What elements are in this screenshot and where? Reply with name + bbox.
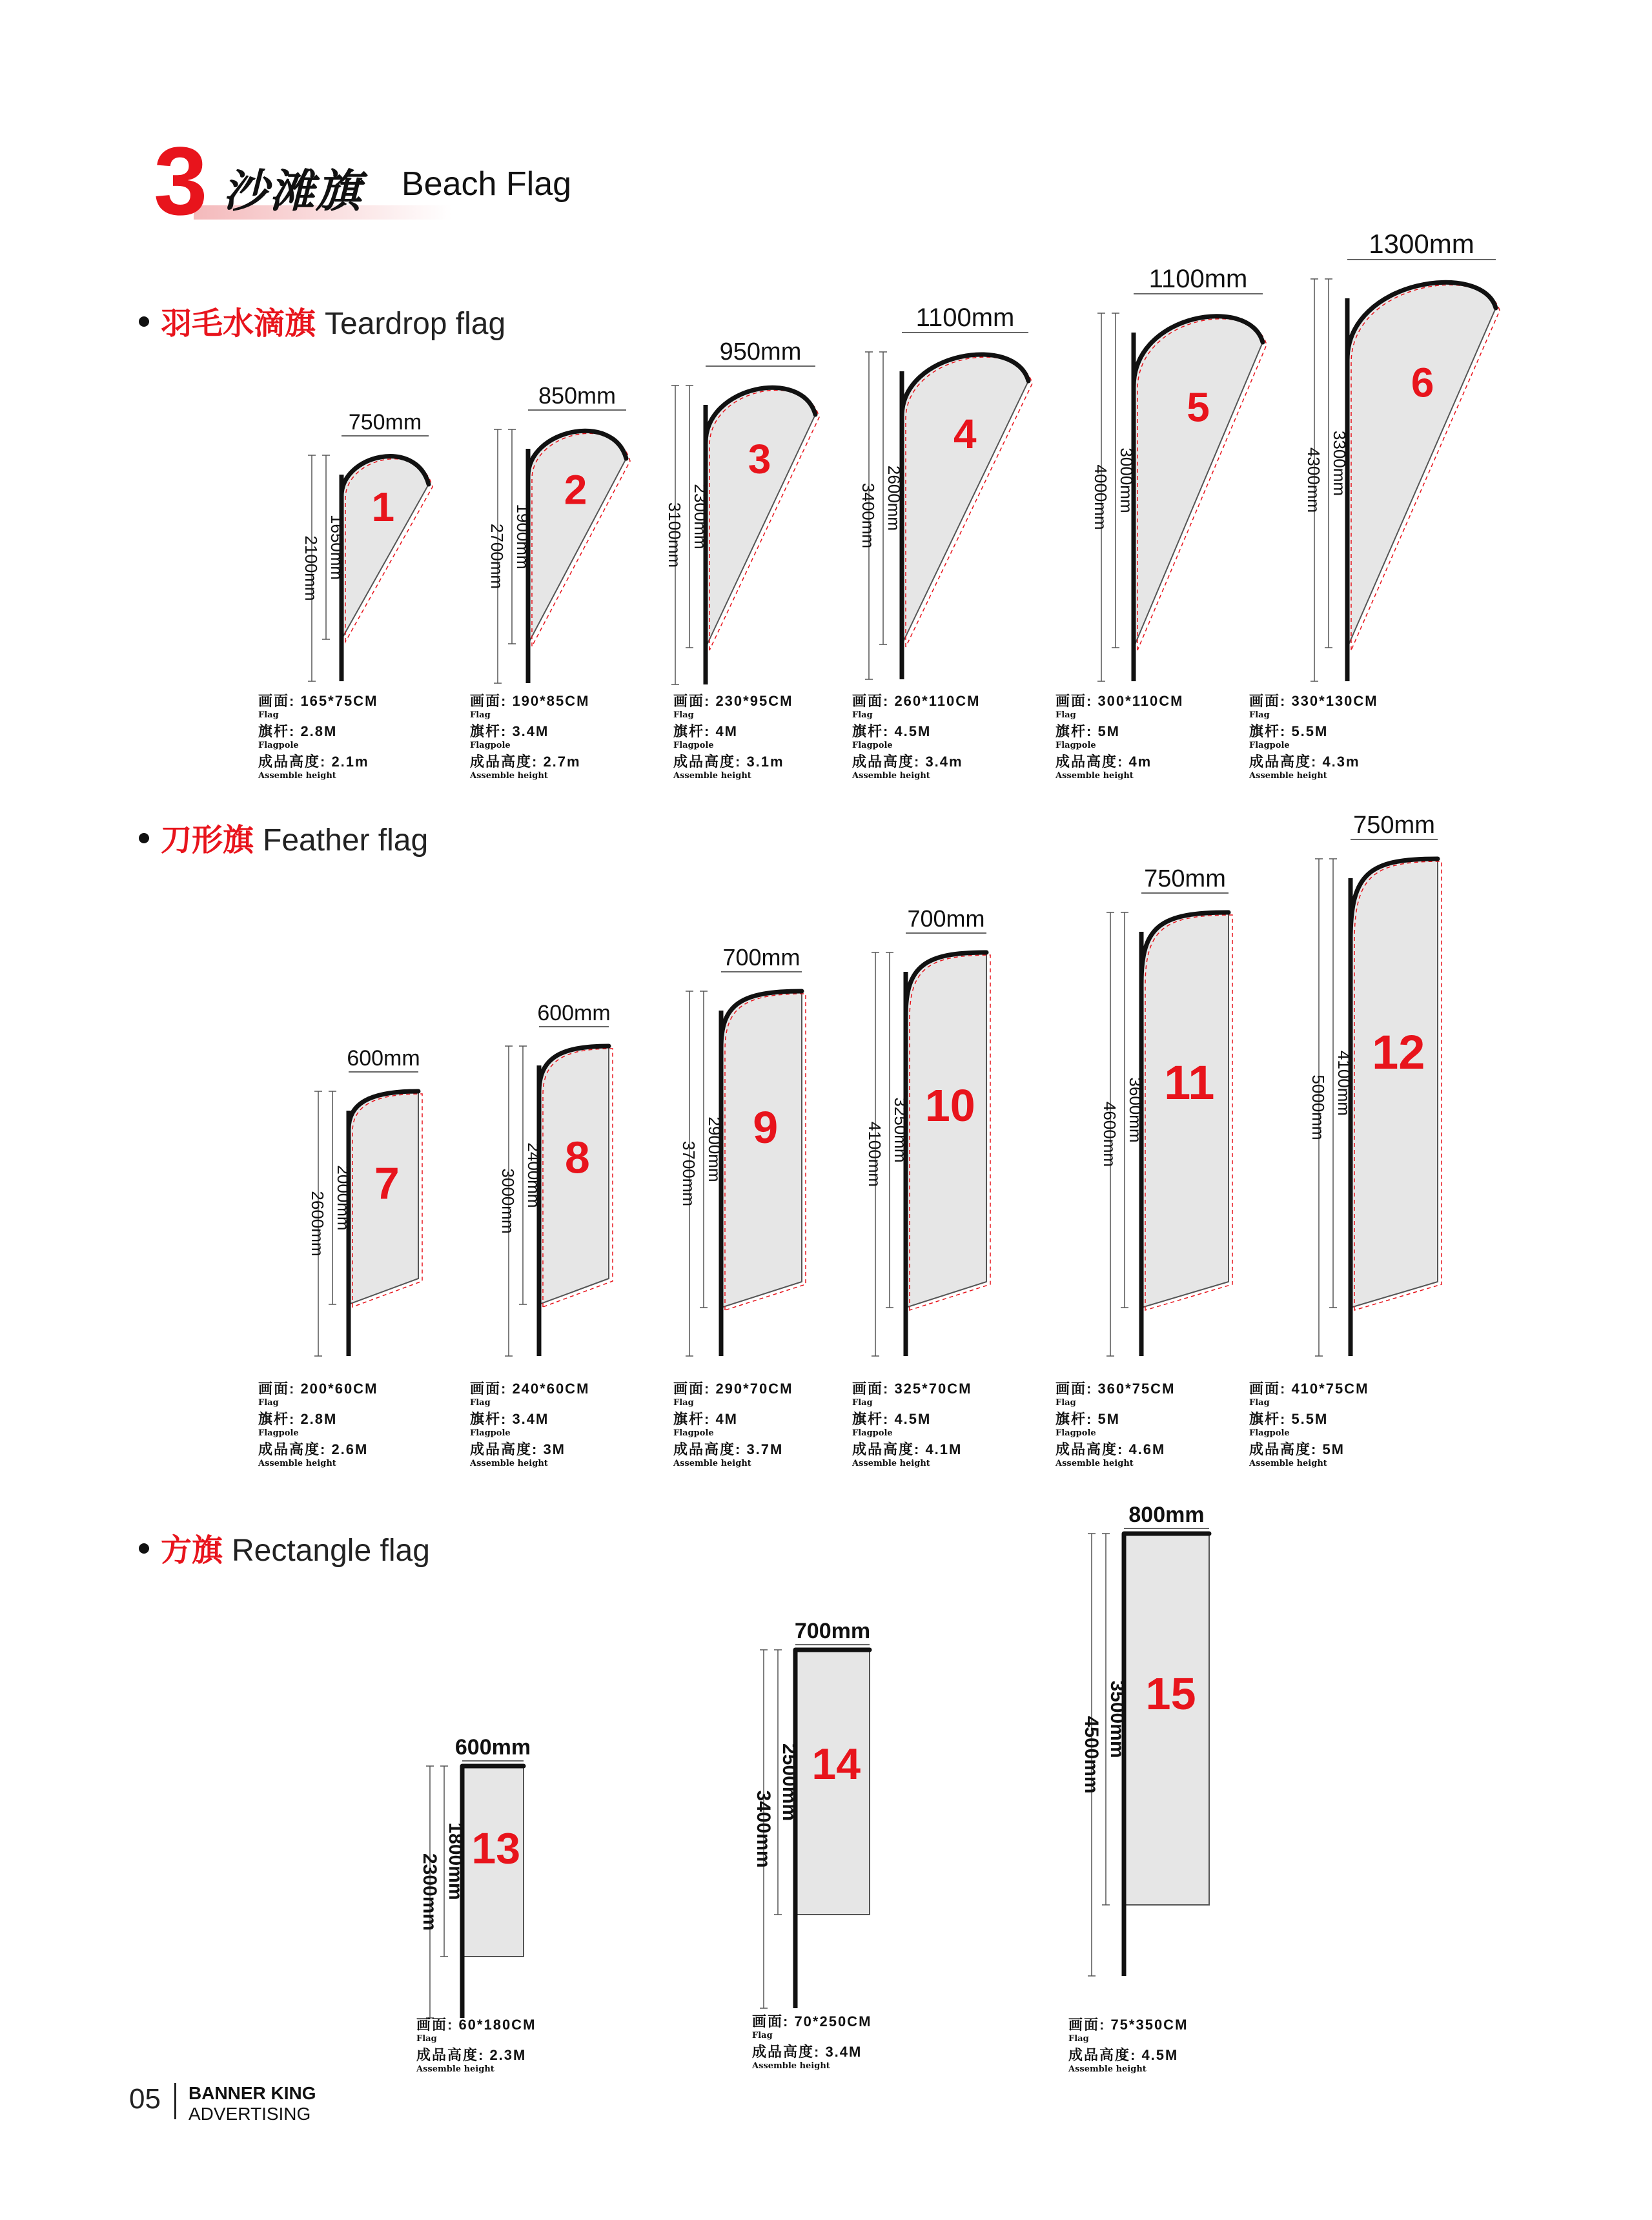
width-label: 750mm [1353, 812, 1435, 839]
flag-number: 15 [1145, 1668, 1196, 1719]
spec-assemble-label-en: Assemble height [1068, 2064, 1147, 2074]
spec-flag-value: 画面: 60*180CM [416, 2017, 536, 2033]
flag-height-label: 2900mm [705, 1116, 724, 1182]
flag-number: 9 [753, 1102, 779, 1153]
flag-body [706, 387, 815, 648]
spec-pole-label-en: Flagpole [852, 741, 893, 750]
spec-pole-value: 旗杆: 5.5M [1249, 1411, 1329, 1427]
spec-assemble-value: 成品高度: 3M [470, 1441, 566, 1457]
spec-pole-label-en: Flagpole [258, 1428, 299, 1438]
spec-pole-label-en: Flagpole [470, 1428, 511, 1438]
total-height-label: 4100mm [865, 1121, 884, 1187]
width-label: 1100mm [1148, 265, 1248, 293]
flag-body [902, 355, 1028, 644]
flag-spec-5 [1055, 694, 1183, 785]
width-label: 1100mm [915, 303, 1015, 332]
section-title-cn: 方旗 [161, 1534, 223, 1568]
spec-flag-value: 画面: 165*75CM [258, 693, 378, 709]
flag-height-label: 2500mm [779, 1743, 800, 1822]
flag-number: 7 [374, 1158, 400, 1209]
spec-pole-label-en: Flagpole [852, 1428, 893, 1438]
flag-spec-10 [852, 1382, 972, 1473]
spec-assemble-label-en: Assemble height [673, 1459, 751, 1468]
flag-spec-13 [416, 2018, 536, 2079]
flag-body [528, 431, 626, 644]
flag-height-label: 1900mm [513, 504, 533, 570]
width-label: 600mm [537, 1001, 611, 1025]
brand-name: BANNER KING [189, 2083, 316, 2103]
spec-pole-label-en: Flagpole [1055, 741, 1096, 750]
spec-assemble-value: 成品高度: 4.6M [1055, 1441, 1166, 1457]
width-label: 850mm [538, 382, 617, 409]
spec-flag-value: 画面: 70*250CM [752, 2013, 872, 2030]
spec-flag-value: 画面: 240*60CM [470, 1381, 590, 1397]
spec-flag-label-en: Flag [1055, 710, 1076, 720]
width-label: 700mm [794, 1619, 871, 1643]
flag-spec-9 [673, 1382, 793, 1473]
flag-body [1347, 282, 1496, 648]
flag-height-label: 3250mm [891, 1097, 910, 1163]
spec-pole-value: 旗杆: 5M [1055, 1411, 1121, 1427]
total-height-label: 4000mm [1091, 464, 1110, 530]
spec-pole-label-en: Flagpole [1249, 741, 1290, 750]
spec-flag-label-en: Flag [258, 710, 279, 720]
flag-number: 12 [1372, 1025, 1425, 1079]
flag-number: 4 [953, 411, 977, 458]
flag-body [1141, 912, 1229, 1308]
section-title-en: Rectangle flag [232, 1534, 430, 1568]
width-label: 600mm [454, 1735, 531, 1760]
footer-divider [174, 2083, 176, 2119]
total-height-label: 4600mm [1100, 1101, 1119, 1167]
spec-assemble-label-en: Assemble height [673, 771, 751, 781]
page-number: 05 [129, 2083, 161, 2115]
spec-pole-label-en: Flagpole [470, 741, 511, 750]
flag-spec-14 [752, 2015, 872, 2075]
flag-number: 2 [564, 466, 587, 513]
width-label: 600mm [347, 1046, 420, 1071]
flag-spec-7 [258, 1382, 378, 1473]
spec-assemble-label-en: Assemble height [1249, 1459, 1327, 1468]
flag-height-label: 2400mm [524, 1142, 544, 1208]
flag-height-label: 2600mm [884, 465, 904, 531]
spec-assemble-value: 成品高度: 2.7m [470, 754, 581, 770]
spec-flag-value: 画面: 230*95CM [673, 693, 793, 709]
section-number: 3 [154, 127, 208, 235]
spec-pole-label-en: Flagpole [673, 741, 714, 750]
total-height-label: 2300mm [419, 1853, 440, 1931]
spec-flag-value: 画面: 200*60CM [258, 1381, 378, 1397]
total-height-label: 4500mm [1081, 1716, 1102, 1794]
spec-flag-label-en: Flag [673, 710, 694, 720]
spec-flag-label-en: Flag [258, 1398, 279, 1408]
flag-spec-12 [1249, 1382, 1369, 1473]
flag-spec-3 [673, 694, 793, 785]
spec-pole-label-en: Flagpole [1249, 1428, 1290, 1438]
spec-pole-value: 旗杆: 2.8M [258, 1411, 338, 1427]
spec-flag-value: 画面: 360*75CM [1055, 1381, 1176, 1397]
spec-assemble-label-en: Assemble height [852, 771, 930, 781]
spec-pole-value: 旗杆: 5.5M [1249, 723, 1329, 739]
flag-number: 8 [564, 1132, 590, 1183]
spec-pole-label-en: Flagpole [673, 1428, 714, 1438]
total-height-label: 2600mm [308, 1191, 327, 1257]
flag-height-label: 3000mm [1117, 447, 1136, 513]
spec-flag-value: 画面: 75*350CM [1068, 2017, 1188, 2033]
page-title-en: Beach Flag [402, 165, 572, 203]
width-label: 700mm [907, 905, 985, 932]
flag-height-label: 2000mm [334, 1165, 353, 1231]
spec-pole-value: 旗杆: 3.4M [470, 1411, 549, 1427]
spec-assemble-label-en: Assemble height [752, 2061, 830, 2071]
spec-assemble-label-en: Assemble height [1055, 1459, 1134, 1468]
section-title-en: Teardrop flag [325, 307, 506, 341]
spec-assemble-value: 成品高度: 5M [1249, 1441, 1345, 1457]
flag-spec-6 [1249, 694, 1378, 785]
spec-pole-label-en: Flagpole [258, 741, 299, 750]
width-label: 700mm [722, 944, 801, 971]
flag-height-label: 3600mm [1126, 1077, 1145, 1143]
spec-pole-value: 旗杆: 3.4M [470, 723, 549, 739]
width-label: 800mm [1128, 1503, 1205, 1527]
spec-assemble-label-en: Assemble height [470, 1459, 548, 1468]
spec-assemble-value: 成品高度: 2.1m [258, 754, 369, 770]
section-title-cn: 羽毛水滴旗 [161, 307, 316, 341]
spec-assemble-value: 成品高度: 4.3m [1249, 754, 1360, 770]
flag-number: 13 [471, 1824, 521, 1873]
total-height-label: 2100mm [301, 535, 321, 601]
flag-height-label: 2300mm [691, 484, 710, 550]
spec-flag-value: 画面: 330*130CM [1249, 693, 1378, 709]
spec-flag-label-en: Flag [673, 1398, 694, 1408]
page-title-cn: 沙滩旗 [223, 166, 362, 216]
total-height-label: 3400mm [753, 1790, 774, 1868]
flag-number: 5 [1187, 384, 1210, 431]
flag-number: 1 [371, 484, 395, 531]
flag-spec-4 [852, 694, 980, 785]
flag-height-label: 3300mm [1330, 430, 1349, 497]
flag-height-label: 1650mm [327, 514, 347, 581]
spec-assemble-label-en: Assemble height [1249, 771, 1327, 781]
spec-flag-label-en: Flag [470, 710, 491, 720]
spec-pole-label-en: Flagpole [1055, 1428, 1096, 1438]
spec-flag-label-en: Flag [1249, 710, 1270, 720]
total-height-label: 3400mm [859, 482, 878, 549]
total-height-label: 5000mm [1309, 1074, 1328, 1140]
spec-flag-value: 画面: 410*75CM [1249, 1381, 1369, 1397]
spec-assemble-label-en: Assemble height [470, 771, 548, 781]
flag-body [1124, 1534, 1209, 1905]
flag-height-label: 4100mm [1334, 1050, 1354, 1116]
spec-flag-value: 画面: 300*110CM [1055, 693, 1184, 709]
section-title-cn: 刀形旗 [161, 823, 254, 858]
total-height-label: 3700mm [679, 1140, 699, 1207]
flag-number: 6 [1411, 359, 1434, 406]
brand-subtitle: ADVERTISING [189, 2104, 311, 2124]
spec-pole-value: 旗杆: 4M [673, 723, 739, 739]
total-height-label: 3100mm [665, 502, 684, 568]
spec-flag-label-en: Flag [852, 1398, 873, 1408]
spec-assemble-value: 成品高度: 4.1M [852, 1441, 963, 1457]
section-title-en: Feather flag [263, 823, 429, 858]
flag-spec-1 [258, 694, 378, 785]
spec-flag-label-en: Flag [1068, 2034, 1089, 2044]
flag-number: 14 [811, 1740, 861, 1789]
flag-number: 11 [1164, 1056, 1215, 1110]
width-label: 750mm [348, 410, 422, 435]
spec-assemble-label-en: Assemble height [258, 1459, 336, 1468]
spec-assemble-label-en: Assemble height [1055, 771, 1134, 781]
total-height-label: 4300mm [1304, 447, 1323, 513]
width-label: 950mm [719, 338, 802, 365]
flag-number: 3 [748, 436, 771, 483]
spec-flag-label-en: Flag [416, 2034, 437, 2044]
flag-spec-11 [1055, 1382, 1175, 1473]
flag-height-label: 3500mm [1106, 1680, 1128, 1758]
width-label: 1300mm [1369, 229, 1474, 259]
spec-flag-label-en: Flag [752, 2031, 773, 2040]
spec-assemble-label-en: Assemble height [258, 771, 336, 781]
spec-assemble-value: 成品高度: 4m [1055, 754, 1152, 770]
flag-body [1134, 316, 1263, 648]
spec-pole-value: 旗杆: 4.5M [852, 723, 932, 739]
width-label: 750mm [1144, 865, 1226, 892]
spec-assemble-value: 成品高度: 3.4M [752, 2044, 862, 2060]
flag-spec-15 [1068, 2018, 1188, 2079]
spec-pole-value: 旗杆: 4.5M [852, 1411, 932, 1427]
spec-flag-value: 画面: 290*70CM [673, 1381, 793, 1397]
flag-spec-8 [470, 1382, 589, 1473]
spec-flag-value: 画面: 260*110CM [852, 693, 981, 709]
spec-flag-value: 画面: 190*85CM [470, 693, 590, 709]
spec-pole-value: 旗杆: 5M [1055, 723, 1121, 739]
flag-spec-2 [470, 694, 589, 785]
spec-flag-label-en: Flag [470, 1398, 491, 1408]
spec-flag-label-en: Flag [1249, 1398, 1270, 1408]
spec-flag-label-en: Flag [852, 710, 873, 720]
spec-flag-label-en: Flag [1055, 1398, 1076, 1408]
flag-body [1351, 859, 1438, 1308]
spec-pole-value: 旗杆: 4M [673, 1411, 739, 1427]
flag-number: 10 [924, 1080, 975, 1131]
spec-assemble-label-en: Assemble height [416, 2064, 495, 2074]
spec-assemble-value: 成品高度: 2.6M [258, 1441, 369, 1457]
spec-flag-value: 画面: 325*70CM [852, 1381, 972, 1397]
total-height-label: 2700mm [487, 523, 507, 590]
spec-assemble-value: 成品高度: 3.4m [852, 754, 963, 770]
total-height-label: 3000mm [498, 1168, 518, 1234]
spec-pole-value: 旗杆: 2.8M [258, 723, 338, 739]
spec-assemble-value: 成品高度: 4.5M [1068, 2047, 1179, 2063]
flag-height-label: 1800mm [445, 1822, 466, 1900]
spec-assemble-value: 成品高度: 2.3M [416, 2047, 527, 2063]
spec-assemble-label-en: Assemble height [852, 1459, 930, 1468]
spec-assemble-value: 成品高度: 3.1m [673, 754, 784, 770]
spec-assemble-value: 成品高度: 3.7M [673, 1441, 784, 1457]
